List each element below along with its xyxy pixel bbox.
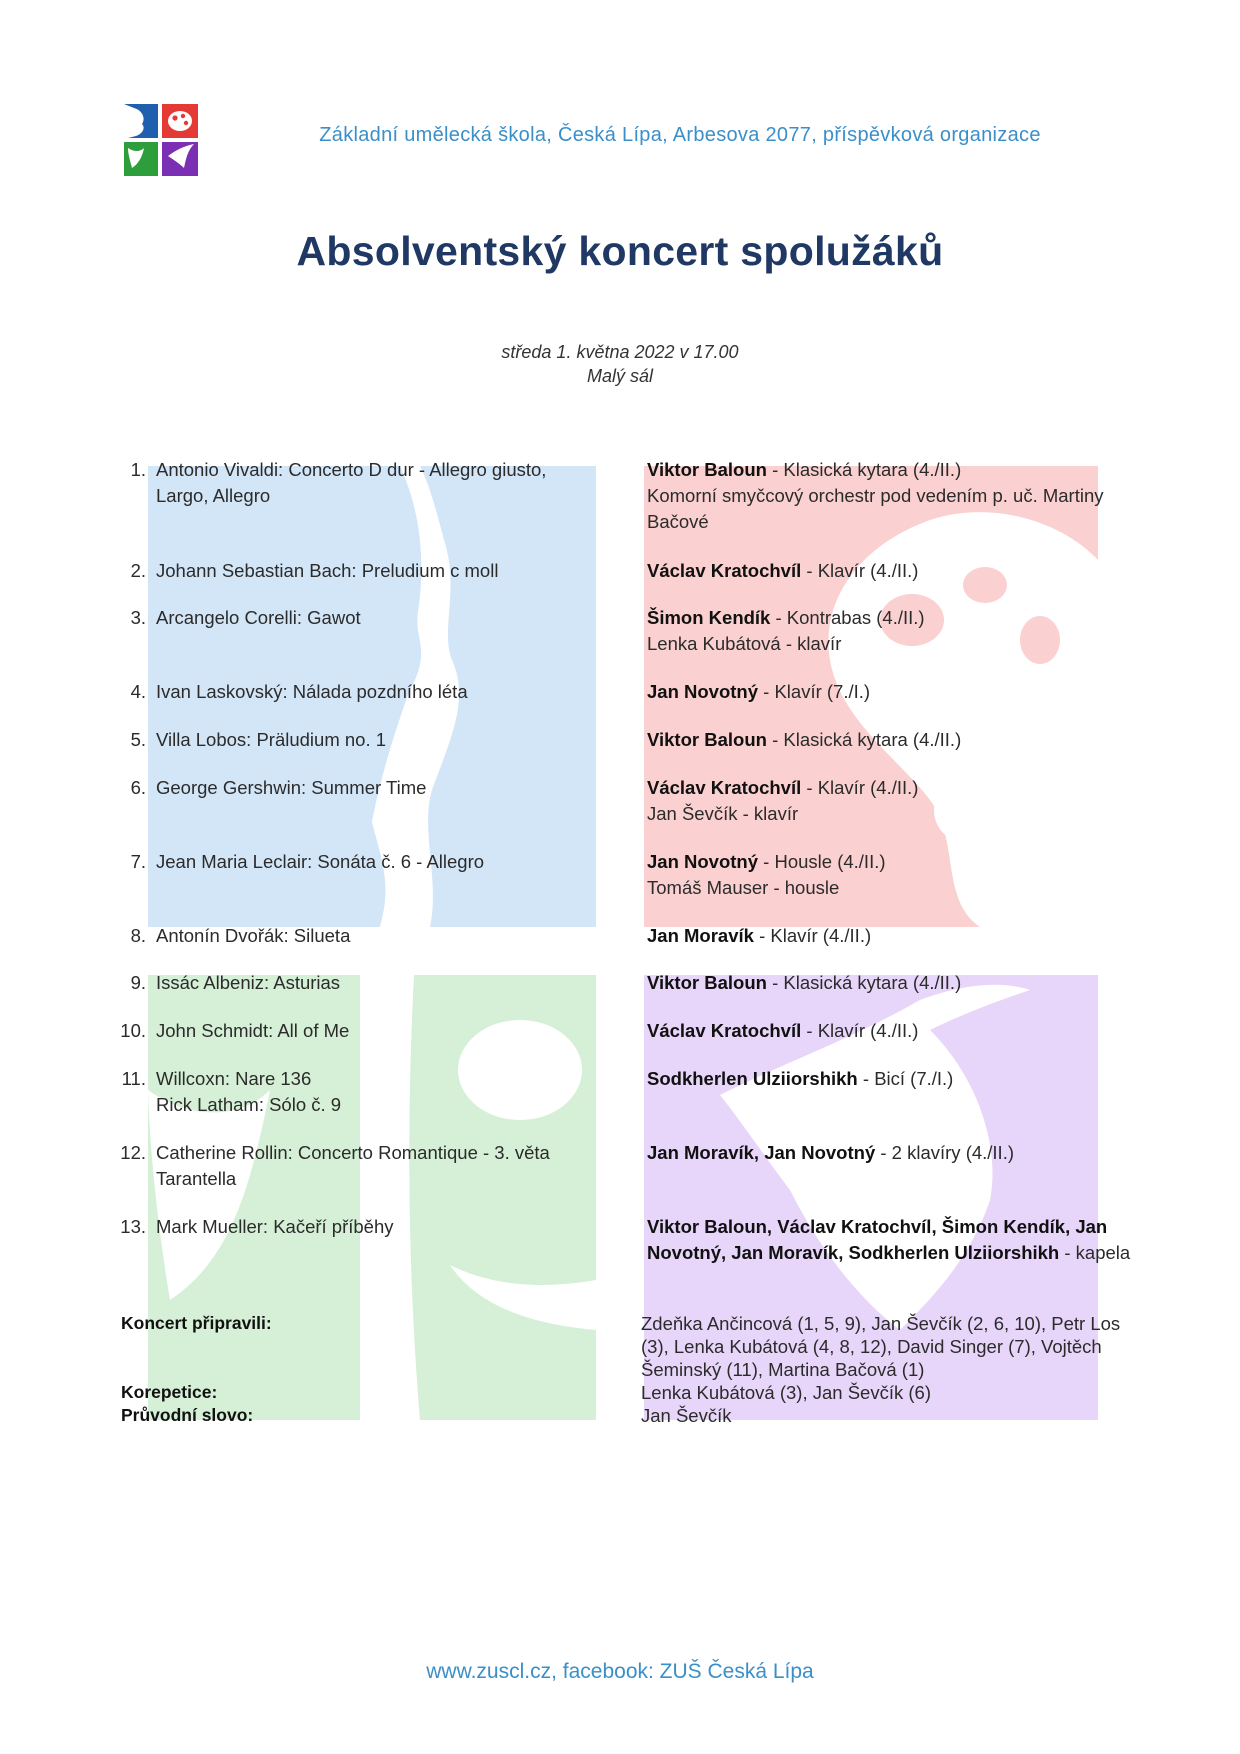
performer-role: - 2 klavíry (4./II.) xyxy=(875,1142,1015,1163)
prepared-label: Koncert připravili: xyxy=(121,1313,272,1333)
piece-title: George Gershwin: Summer Time xyxy=(156,777,427,798)
item-number: 6. xyxy=(130,777,146,798)
item-number: 2. xyxy=(130,560,146,581)
performers xyxy=(647,605,1147,657)
piece-title: Jean Maria Leclair: Sonáta č. 6 - Allegro xyxy=(156,851,485,872)
event-venue: Malý sál xyxy=(586,366,653,386)
performers xyxy=(647,775,1147,827)
piece-title: Johann Sebastian Bach: Preludium c moll xyxy=(156,560,499,581)
performer-role: - Klasická kytara (4./II.) xyxy=(766,972,962,993)
event-date: středa 1. května 2022 v 17.00 xyxy=(501,342,739,362)
item-number: 10. xyxy=(120,1020,146,1041)
performers xyxy=(647,970,1147,996)
performer-role: - Klavír (7./I.) xyxy=(758,681,871,702)
piece-title: Catherine Rollin: Concerto Romantique - 3. věta Tarantella xyxy=(156,1142,550,1189)
footer-links: www.zuscl.cz, facebook: ZUŠ Česká Lípa xyxy=(426,1660,814,1683)
performers xyxy=(647,558,1147,584)
performers xyxy=(647,679,1147,705)
item-number: 5. xyxy=(130,729,146,750)
performer-name: Sodkherlen Ulziiorshikh xyxy=(647,1068,858,1089)
performer-extra: Tomáš Mauser - housle xyxy=(647,877,840,898)
performers xyxy=(647,1066,1147,1092)
item-number: 13. xyxy=(120,1216,146,1237)
performers xyxy=(647,1214,1167,1266)
piece-title: Villa Lobos: Präludium no. 1 xyxy=(156,729,387,750)
performers xyxy=(647,1140,1147,1166)
item-number: 9. xyxy=(130,972,146,993)
performer-role: - Klasická kytara (4./II.) xyxy=(766,729,962,750)
performer-name: Jan Novotný xyxy=(647,851,759,872)
item-number: 8. xyxy=(130,925,146,946)
accompaniment-label: Korepetice: xyxy=(121,1382,218,1402)
item-number: 12. xyxy=(120,1142,146,1163)
performer-extra: Lenka Kubátová - klavír xyxy=(647,633,842,654)
performers xyxy=(647,1018,1147,1044)
performer-name: Jan Moravík xyxy=(647,925,754,946)
item-number: 7. xyxy=(130,851,146,872)
performer-name: Jan Novotný xyxy=(647,681,759,702)
performers xyxy=(647,849,1147,901)
school-logo-icon xyxy=(124,104,198,176)
performer-name: Jan Moravík, Jan Novotný xyxy=(647,1142,876,1163)
performer-name: Viktor Baloun xyxy=(647,729,767,750)
performer-role: - Housle (4./II.) xyxy=(758,851,886,872)
piece-title: Issác Albeniz: Asturias xyxy=(156,972,341,993)
piece-title: John Schmidt: All of Me xyxy=(156,1020,350,1041)
page-title: Absolventský koncert spolužáků xyxy=(296,228,944,274)
performers xyxy=(647,457,1147,535)
performer-role: - Bicí (7./I.) xyxy=(857,1068,954,1089)
item-number: 11. xyxy=(121,1068,146,1089)
performer-role: - Klavír (4./II.) xyxy=(801,560,919,581)
organization-name: Základní umělecká škola, Česká Lípa, Arbesova 2077, příspěvková organizace xyxy=(319,124,1041,146)
performer-name: Viktor Baloun xyxy=(647,459,767,480)
performer-extra: Komorní smyčcový orchestr pod vedením p. uč. Martiny Bačové xyxy=(647,485,1104,532)
performer-name: Václav Kratochvíl xyxy=(647,777,802,798)
item-number: 3. xyxy=(130,607,146,628)
item-number: 1. xyxy=(130,459,146,480)
performer-extra: Jan Ševčík - klavír xyxy=(647,803,799,824)
item-number: 4. xyxy=(130,681,146,702)
piece-title: Ivan Laskovský: Nálada pozdního léta xyxy=(156,681,468,702)
performer-name: Viktor Baloun, Václav Kratochvíl, Šimon Kendík, Jan Novotný, Jan Moravík, Sodkherlen Ulziiorshikh xyxy=(647,1216,1108,1263)
piece-title: Mark Mueller: Kačeří příběhy xyxy=(156,1216,394,1237)
piece-title: Antonio Vivaldi: Concerto D dur - Allegro giusto, Largo, Allegro xyxy=(156,459,547,506)
performer-name: Václav Kratochvíl xyxy=(647,1020,802,1041)
piece-title: Arcangelo Corelli: Gawot xyxy=(156,607,361,628)
performer-role: - Klavír (4./II.) xyxy=(753,925,872,946)
prepared-text: Zdeňka Ančincová (1, 5, 9), Jan Ševčík (2, 6, 10), Petr Los (3), Lenka Kubátová (4, 8, 12), David Singer (7), Vojtěch Šeminský (11), Martina Bačová (1) xyxy=(641,1313,1121,1380)
narration-label: Průvodní slovo: xyxy=(121,1405,254,1425)
performer-role: - Kontrabas (4./II.) xyxy=(770,607,925,628)
performers xyxy=(647,727,1147,753)
performer-role: - kapela xyxy=(1059,1242,1131,1263)
performer-role: - Klasická kytara (4./II.) xyxy=(766,459,962,480)
performer-name: Václav Kratochvíl xyxy=(647,560,802,581)
performer-name: Viktor Baloun xyxy=(647,972,767,993)
accompaniment-text: Lenka Kubátová (3), Jan Ševčík (6) xyxy=(641,1382,931,1403)
piece-title: Antonín Dvořák: Silueta xyxy=(156,925,351,946)
performer-name: Šimon Kendík xyxy=(647,607,771,628)
performers xyxy=(647,923,1147,949)
piece-title: Willcoxn: Nare 136 Rick Latham: Sólo č. 9 xyxy=(156,1068,342,1115)
narration-text: Jan Ševčík xyxy=(641,1405,732,1426)
performer-role: - Klavír (4./II.) xyxy=(801,1020,919,1041)
performer-role: - Klavír (4./II.) xyxy=(801,777,919,798)
